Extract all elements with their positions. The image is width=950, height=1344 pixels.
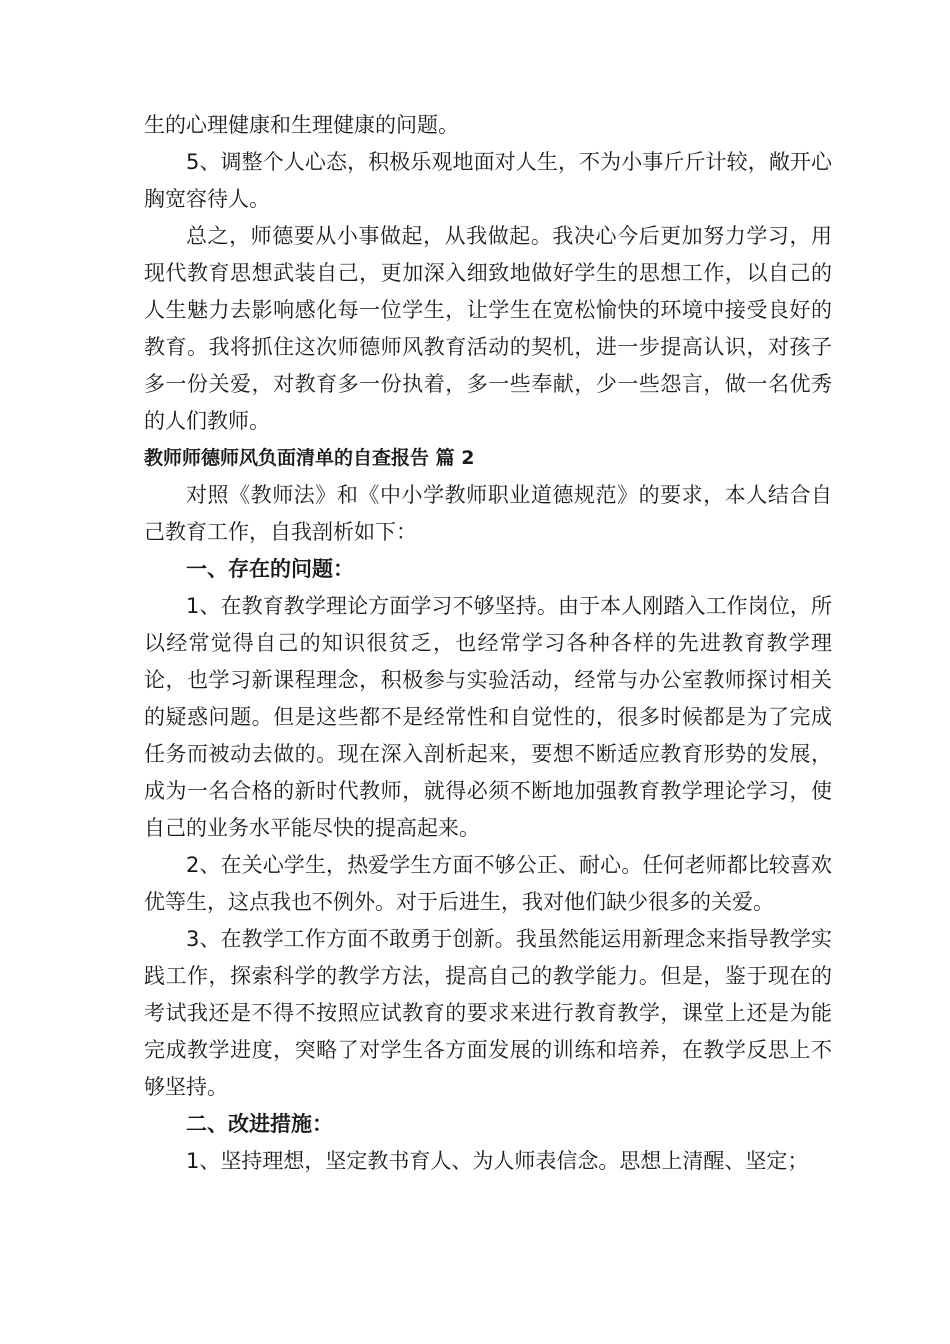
- paragraph-intro: 对照《教师法》和《中小学教师职业道德规范》的要求，本人结合自己教育工作，自我剖析如下：: [144, 483, 832, 544]
- paragraph-item-5: 5、调整个人心态，积极乐观地面对人生，不为小事斤斤计较，敞开心胸宽容待人。: [144, 150, 832, 211]
- section-title: 教师师德师风负面清单的自查报告 篇 2: [144, 447, 475, 469]
- paragraph-problem-1: 1、在教育教学理论方面学习不够坚持。由于本人刚踏入工作岗位，所以经常觉得自己的知识很贫乏，也经常学习各种各样的先进教育教学理论，也学习新课程理念，积极参与实验活动，经常与办公室教师探讨相关的疑惑问题。但是这些都不是经常性和自觉性的，很多时候都是为了完成任务而被动去做的。现在深入剖析起来，要想不断适应教育形势的发展，成为一名合格的新时代教师，就得必须不断地加强教育教学理论学习，使自己的业务水平能尽快的提高起来。: [144, 594, 832, 840]
- paragraph-conclusion: 总之，师德要从小事做起，从我做起。我决心今后更加努力学习，用现代教育思想武装自己，更加深入细致地做好学生的思想工作，以自己的人生魅力去影响感化每一位学生，让学生在宽松愉快的环境中接受良好的教育。我将抓住这次师德师风教育活动的契机，进一步提高认识，对孩子多一份关爱，对教育多一份执着，多一些奉献，少一些怨言，做一名优秀的人们教师。: [144, 224, 832, 433]
- paragraph-problem-2: 2、在关心学生，热爱学生方面不够公正、耐心。任何老师都比较喜欢优等生，这点我也不例外。对于后进生，我对他们缺少很多的关爱。: [144, 853, 832, 914]
- subheading-problems: 一、存在的问题：: [186, 557, 354, 581]
- subheading-measures: 二、改进措施：: [186, 1112, 333, 1136]
- paragraph-continuation: 生的心理健康和生理健康的问题。: [144, 113, 459, 137]
- paragraph-measure-1: 1、坚持理想，坚定教书育人、为人师表信念。思想上清醒、坚定；: [186, 1149, 809, 1173]
- document-page: [144, 107, 832, 1180]
- paragraph-problem-3: 3、在教学工作方面不敢勇于创新。我虽然能运用新理念来指导教学实践工作，探索科学的教学方法，提高自己的教学能力。但是，鉴于现在的考试我还是不得不按照应试教育的要求来进行教育教学，课堂上还是为能完成教学进度，突略了对学生各方面发展的训练和培养，在教学反思上不够坚持。: [144, 927, 832, 1099]
